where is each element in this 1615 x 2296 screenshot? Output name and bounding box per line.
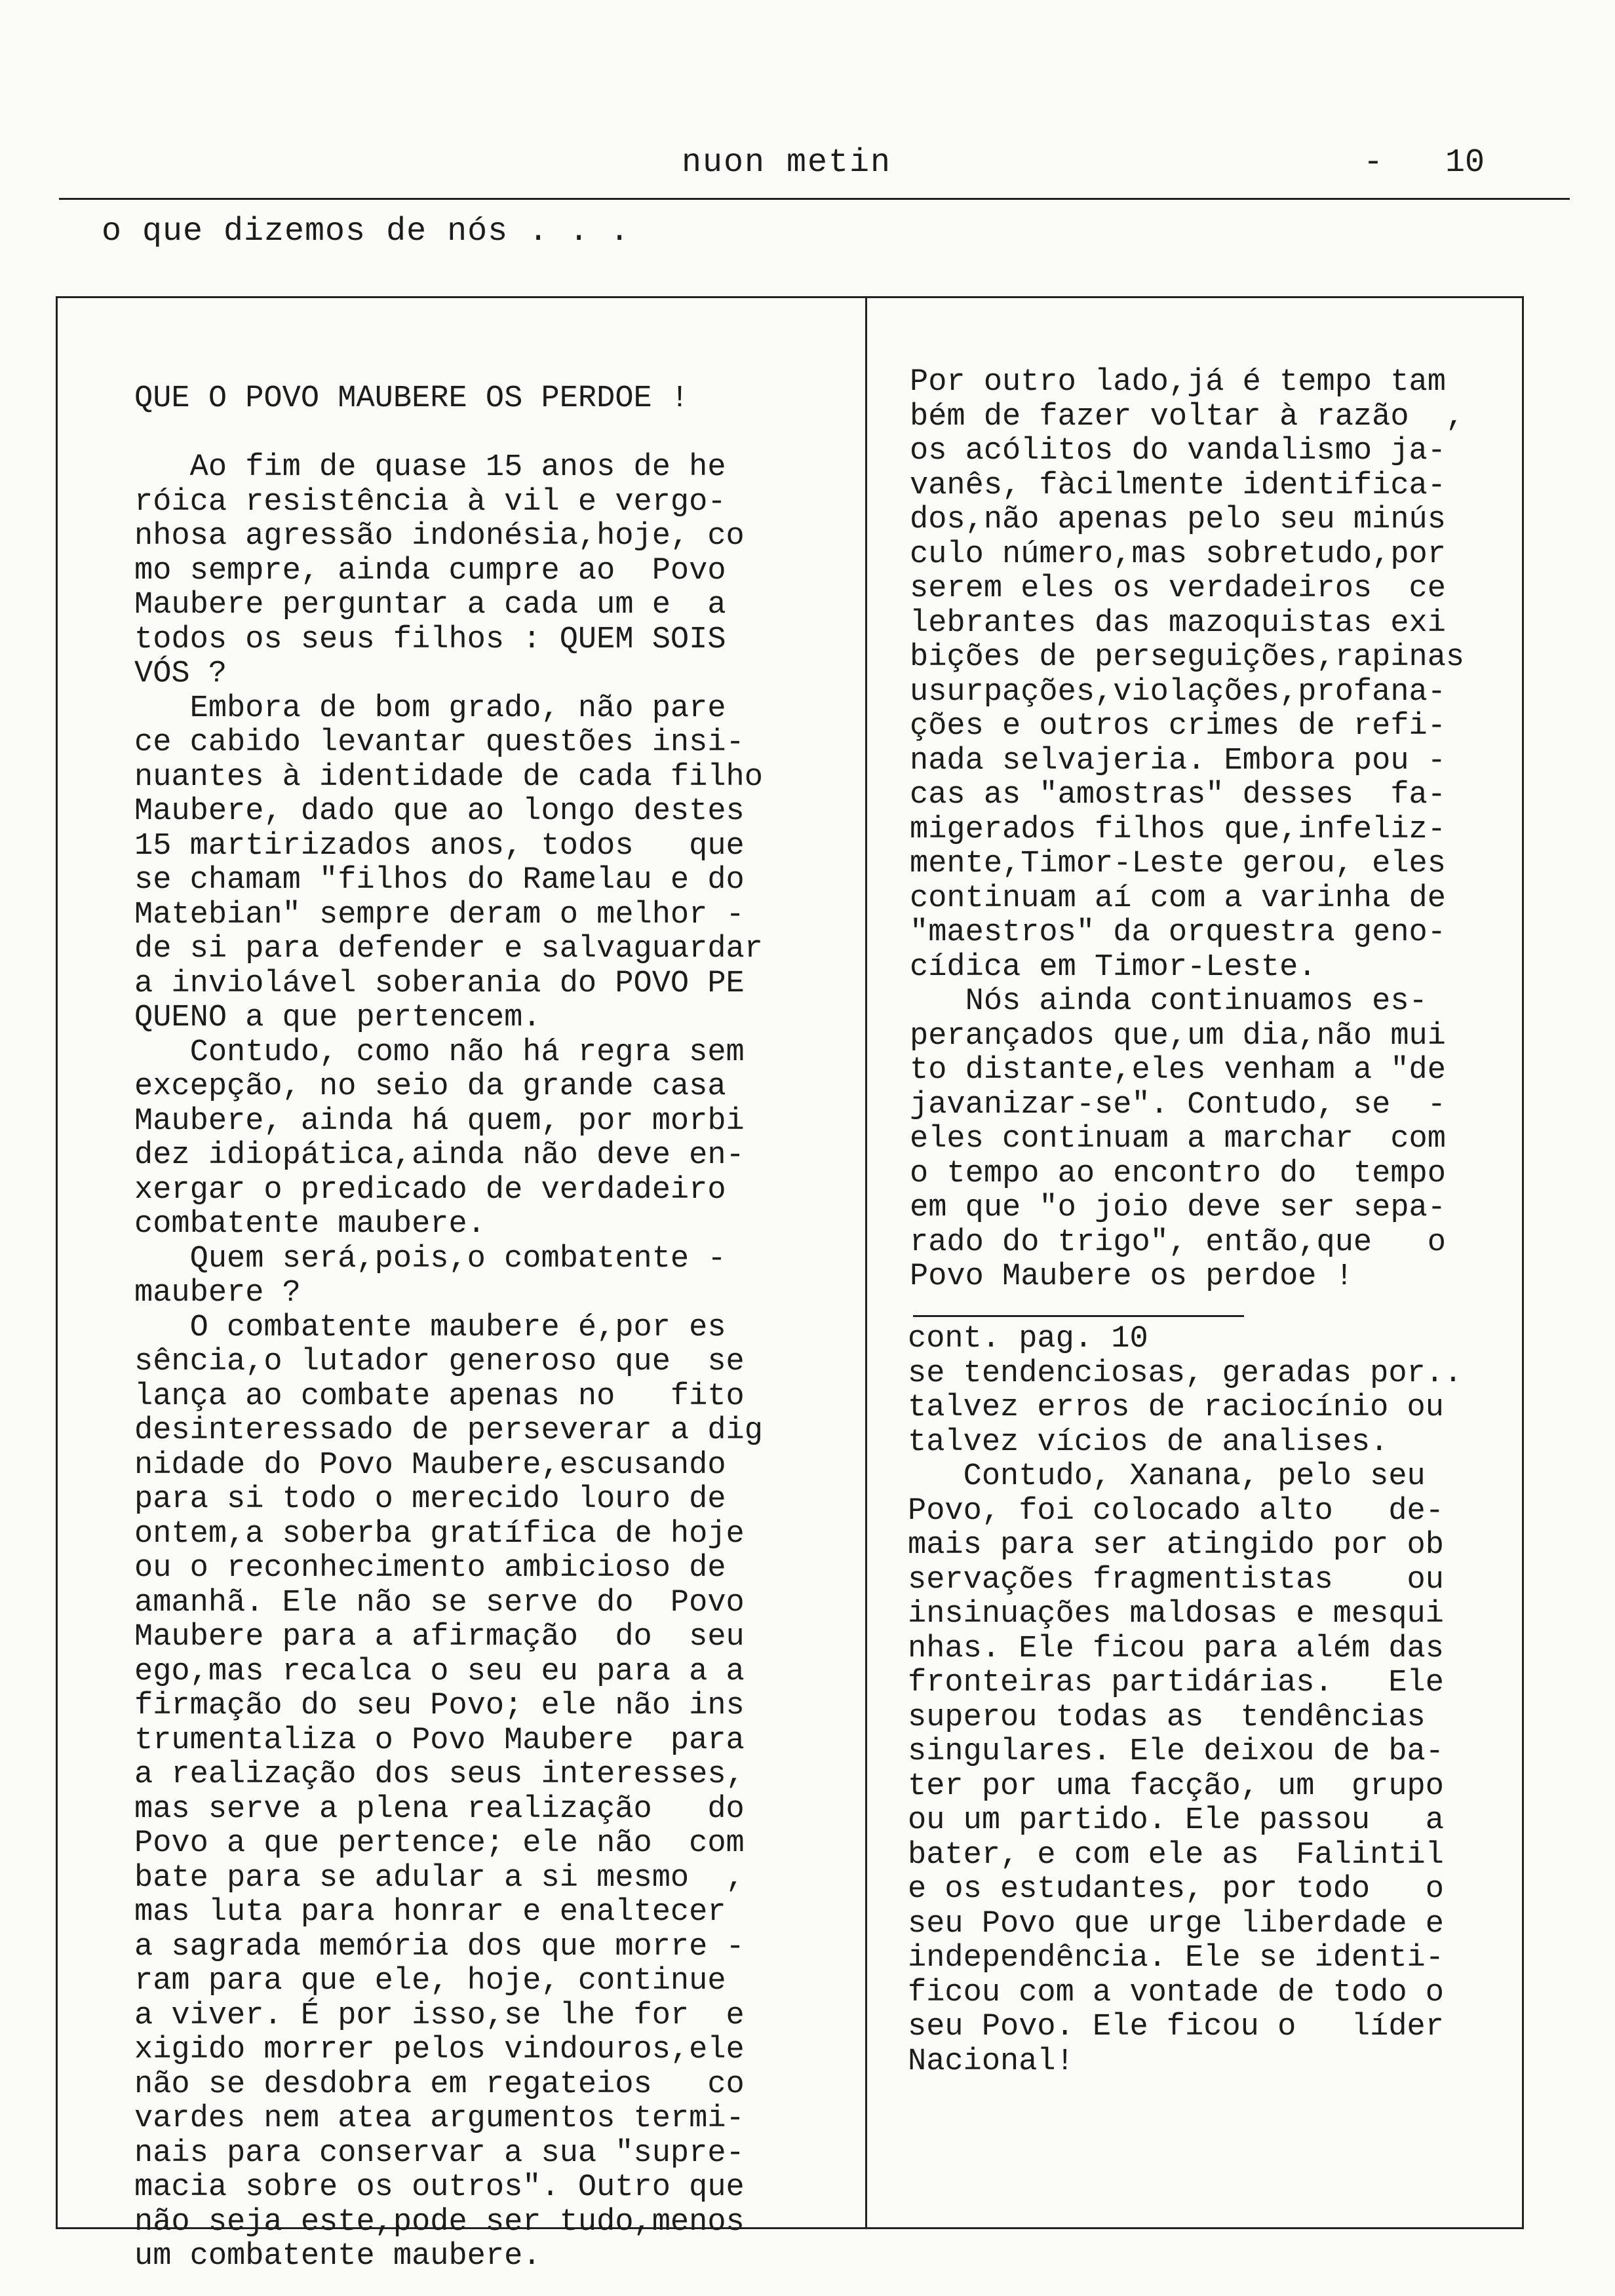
text-line: ontem,a soberba gratífica de hoje	[134, 1516, 745, 1552]
text-line: bém de fazer voltar à razão ,	[910, 399, 1465, 434]
text-line: VÓS ?	[134, 657, 227, 691]
text-line: todos os seus filhos : QUEM SOIS	[134, 622, 726, 657]
text-line: combatente maubere.	[134, 1207, 486, 1242]
page-number: 10	[1445, 144, 1485, 182]
text-line: nada selvajeria. Embora pou -	[910, 743, 1446, 778]
text-line: Ao fim de quase 15 anos de he	[134, 450, 726, 485]
text-line: não seja este,pode ser tudo,menos	[134, 2204, 745, 2240]
text-line: bate para se adular a si mesmo ,	[134, 1860, 745, 1896]
text-line: fronteiras partidárias. Ele	[908, 1666, 1444, 1700]
text-line: um combatente maubere.	[134, 2239, 541, 2274]
header-dash: -	[1363, 144, 1384, 182]
text-line: cont. pag. 10	[908, 1322, 1148, 1356]
text-line: vardes nem atea argumentos termi-	[134, 2101, 745, 2136]
text-line: ram para que ele, hoje, continue	[134, 1964, 726, 1999]
text-line: Maubere, dado que ao longo destes	[134, 794, 745, 829]
text-line: Povo a que pertence; ele não com	[134, 1826, 745, 1861]
text-line: e os estudantes, por todo o	[908, 1872, 1444, 1907]
text-line: ego,mas recalca o seu eu para a a	[134, 1654, 745, 1689]
text-line: a realização dos seus interesses,	[134, 1757, 745, 1792]
text-line: dos,não apenas pelo seu minús	[910, 503, 1446, 537]
text-line: para si todo o merecido louro de	[134, 1482, 726, 1517]
text-line: nuantes à identidade de cada filho	[134, 759, 763, 795]
article-heading: QUE O POVO MAUBERE OS PERDOE !	[134, 381, 690, 416]
text-line: ções e outros crimes de refi-	[910, 709, 1446, 744]
page-header	[0, 144, 1615, 190]
text-line: continuam aí com a varinha de	[910, 881, 1446, 916]
text-line: xergar o predicado de verdadeiro	[134, 1172, 726, 1208]
text-line: o tempo ao encontro do tempo	[910, 1156, 1446, 1191]
text-line: eles continuam a marchar com	[910, 1122, 1446, 1157]
text-line: QUENO a que pertencem.	[134, 1001, 541, 1035]
text-line: javanizar-se". Contudo, se -	[910, 1087, 1446, 1122]
text-line: se tendenciosas, geradas por..	[908, 1356, 1463, 1391]
text-line: a sagrada memória dos que morre -	[134, 1929, 745, 1964]
right-column	[910, 366, 1464, 1295]
text-line: lebrantes das mazoquistas exi	[910, 605, 1446, 641]
text-line: singulares. Ele deixou de ba-	[908, 1734, 1444, 1769]
text-line: Contudo, Xanana, pelo seu	[908, 1459, 1426, 1494]
text-line: seu Povo. Ele ficou o líder	[908, 2010, 1444, 2044]
text-line: mas luta para honrar e enaltecer	[134, 1895, 726, 1930]
text-line: dez idiopática,ainda não deve en-	[134, 1138, 745, 1173]
text-line: nidade do Povo Maubere,escusando	[134, 1447, 726, 1483]
text-line: independência. Ele se identi-	[908, 1941, 1444, 1976]
text-line: talvez erros de raciocínio ou	[908, 1390, 1444, 1425]
text-line: nhas. Ele ficou para além das	[908, 1631, 1444, 1666]
continuation-column	[908, 1322, 1462, 2079]
text-line: Matebian" sempre deram o melhor -	[134, 897, 745, 932]
text-line: seu Povo que urge liberdade e	[908, 1906, 1444, 1942]
text-line: Quem será,pois,o combatente -	[134, 1241, 726, 1276]
text-line: Nacional!	[908, 2044, 1074, 2079]
text-line: se chamam "filhos do Ramelau e do	[134, 863, 745, 898]
text-line: ter por uma facção, um grupo	[908, 1769, 1444, 1804]
text-line: macia sobre os outros". Outro que	[134, 2170, 745, 2205]
text-line: O combatente maubere é,por es	[134, 1310, 726, 1345]
text-line: nhosa agressão indonésia,hoje, co	[134, 519, 745, 554]
text-line: Maubere perguntar a cada um e a	[134, 588, 726, 622]
text-line: os acólitos do vandalismo ja-	[910, 434, 1446, 469]
text-line: Por outro lado,já é tempo tam	[910, 365, 1446, 400]
text-line: mo sempre, ainda cumpre ao Povo	[134, 553, 726, 588]
text-line: insinuações maldosas e mesqui	[908, 1597, 1444, 1632]
text-line: ficou com a vontade de todo o	[908, 1975, 1444, 2010]
text-line: cídica em Timor-Leste.	[910, 949, 1317, 985]
text-line: bater, e com ele as Falintil	[908, 1837, 1444, 1873]
text-line: vanês, fàcilmente identifica-	[910, 468, 1446, 503]
text-line: Contudo, como não há regra sem	[134, 1035, 745, 1070]
text-line: mas serve a plena realização do	[134, 1791, 745, 1827]
text-line: ce cabido levantar questões insi-	[134, 725, 745, 760]
text-line: bições de perseguições,rapinas	[910, 640, 1465, 675]
text-line: superou todas as tendências	[908, 1700, 1426, 1735]
text-line: migerados filhos que,infeliz-	[910, 812, 1446, 847]
text-line: to distante,eles venham a "de	[910, 1053, 1446, 1088]
text-line: de si para defender e salvaguardar	[134, 932, 763, 966]
text-line: desinteressado de perseverar a dig	[134, 1413, 763, 1448]
text-line: trumentaliza o Povo Maubere para	[134, 1723, 745, 1758]
text-line: excepção, no seio da grande casa	[134, 1069, 726, 1104]
text-line: sência,o lutador generoso que se	[134, 1345, 745, 1379]
text-line: talvez vícios de analises.	[908, 1425, 1389, 1460]
text-line: usurpações,violações,profana-	[910, 674, 1446, 710]
text-line: "maestros" da orquestra geno-	[910, 915, 1446, 950]
text-line: a inviolável soberania do POVO PE	[134, 966, 745, 1001]
text-line: Embora de bom grado, não pare	[134, 691, 726, 726]
text-line: culo número,mas sobretudo,por	[910, 537, 1446, 572]
text-line: amanhã. Ele não se serve do Povo	[134, 1585, 745, 1620]
text-line: xigido morrer pelos vindouros,ele	[134, 2033, 745, 2067]
text-line: em que "o joio deve ser sepa-	[910, 1191, 1446, 1225]
text-line: lança ao combate apenas no fito	[134, 1379, 745, 1414]
text-line: 15 martirizados anos, todos que	[134, 828, 745, 864]
text-line: róica resistência à vil e vergo-	[134, 484, 726, 520]
text-line: cas as "amostras" desses fa-	[910, 778, 1446, 813]
text-line: servações fragmentistas ou	[908, 1562, 1444, 1598]
text-line: ou o reconhecimento ambicioso de	[134, 1551, 726, 1586]
header-rule	[59, 198, 1570, 200]
text-line: a viver. É por isso,se lhe for e	[134, 1998, 745, 2033]
text-line: rado do trigo", então,que o	[910, 1225, 1446, 1260]
text-line: perançados que,um dia,não mui	[910, 1018, 1446, 1054]
section-subtitle: o que dizemos de nós . . .	[102, 213, 631, 250]
column-divider	[865, 296, 867, 2229]
text-line: ou um partido. Ele passou a	[908, 1803, 1444, 1838]
continuation-rule	[913, 1315, 1244, 1317]
text-line: mais para ser atingido por ob	[908, 1528, 1444, 1563]
text-line: firmação do seu Povo; ele não ins	[134, 1689, 745, 1723]
text-line: Maubere para a afirmação do seu	[134, 1620, 745, 1655]
text-line: não se desdobra em regateios co	[134, 2067, 745, 2102]
text-line: nais para conservar a sua "supre-	[134, 2135, 745, 2171]
text-line: Povo, foi colocado alto de-	[908, 1493, 1444, 1529]
text-line: serem eles os verdadeiros ce	[910, 571, 1446, 606]
text-line: maubere ?	[134, 1276, 301, 1311]
publication-title: nuon metin	[682, 144, 892, 182]
text-line: Nós ainda continuamos es-	[910, 984, 1428, 1019]
text-line: Maubere, ainda há quem, por morbi	[134, 1103, 745, 1139]
left-column	[134, 313, 763, 2274]
text-line: Povo Maubere os perdoe !	[910, 1259, 1353, 1294]
text-line: mente,Timor-Leste gerou, eles	[910, 847, 1446, 881]
